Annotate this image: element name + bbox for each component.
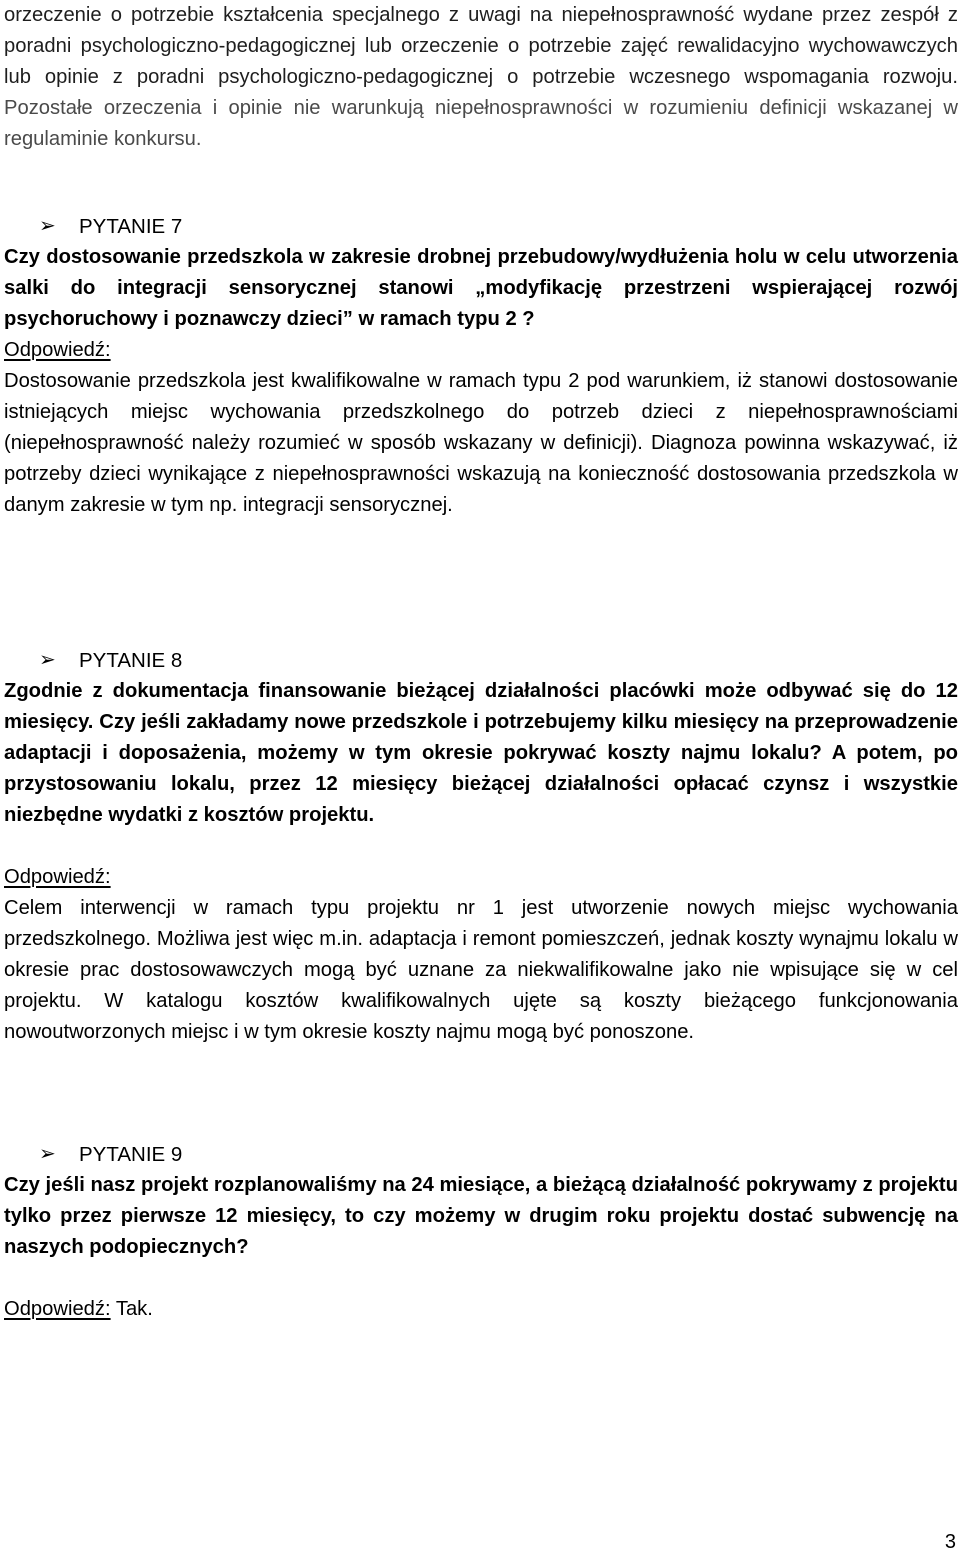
question-8-section xyxy=(4,645,958,1048)
question-7-heading-label: PYTANIE 7 xyxy=(79,215,183,238)
question-7-text: Czy dostosowanie przedszkola w zakresie drobnej przebudowy/wydłużenia holu w celu utworzenia salki do integracji sensorycznej stanowi „modyfikację przestrzeni wspierającej rozwój psychoruchowy i poznawczy dzieci” w ramach typu 2 ? xyxy=(4,246,958,330)
question-9-section xyxy=(4,1139,958,1325)
answer-8-label: Odpowiedź: xyxy=(4,866,111,888)
intro-paragraph xyxy=(4,0,958,155)
answer-7-label-line xyxy=(4,335,958,366)
answer-9-text: Tak. xyxy=(110,1298,153,1320)
question-9-heading xyxy=(4,1139,958,1170)
answer-9-label: Odpowiedź: xyxy=(4,1298,111,1320)
question-8-heading-label: PYTANIE 8 xyxy=(79,649,183,672)
question-9-text: Czy jeśli nasz projekt rozplanowaliśmy na 24 miesiące, a bieżącą działalność pokrywamy z projektu tylko przez pierwsze 12 miesięcy, to czy możemy w drugim roku projektu dostać subwencję na naszych podopiecznych? xyxy=(4,1174,958,1258)
arrowhead-bullet-icon: ➢ xyxy=(39,215,56,237)
question-8-heading xyxy=(4,645,958,676)
answer-7-text: Dostosowanie przedszkola jest kwalifikowalne w ramach typu 2 pod warunkiem, iż stanowi dostosowanie istniejących miejsc wychowania przedszkolnego do potrzeb dzieci z niepełnosprawnościami (niepełnosprawność należy rozumieć w sposób wskazany w definicji). Diagnoza powinna wskazywać, iż potrzeby dzieci wynikające z niepełnosprawności wskazują na konieczność dostosowania przedszkola w danym zakresie w tym np. integracji sensorycznej. xyxy=(4,370,958,516)
question-7-section xyxy=(4,211,958,521)
arrowhead-bullet-icon: ➢ xyxy=(39,1143,56,1165)
question-7-heading xyxy=(4,211,958,242)
intro-text-b: Pozostałe orzeczenia i opinie nie warunkują niepełnosprawności w rozumieniu definicji wskazanej w regulaminie konkursu. xyxy=(4,97,958,150)
answer-9-line xyxy=(4,1294,958,1325)
question-9-heading-label: PYTANIE 9 xyxy=(79,1143,183,1166)
intro-text-a: orzeczenie o potrzebie kształcenia specjalnego z uwagi na niepełnosprawność wydane przez zespół z poradni psychologiczno-pedagogicznej lub orzeczenie o potrzebie zajęć rewalidacyjno wychowawczych lub opinie z poradni psychologiczno-pedagogicznej o potrzebie wczesnego wspomagania rozwoju. xyxy=(4,4,958,88)
answer-8-text: Celem interwencji w ramach typu projektu nr 1 jest utworzenie nowych miejsc wychowania przedszkolnego. Możliwa jest więc m.in. adaptacja i remont pomieszczeń, jednak koszty wynajmu lokalu w okresie prac dostosowawczych mogą być uznane za niekwalifikowalne jako nie wpisujące się w cel projektu. W katalogu kosztów kwalifikowalnych ujęte są koszty bieżącego funkcjonowania nowoutworzonych miejsc i w tym okresie koszty najmu mogą być ponoszone. xyxy=(4,897,958,1043)
page-number: 3 xyxy=(944,1531,956,1553)
answer-8-label-line xyxy=(4,862,958,893)
arrowhead-bullet-icon: ➢ xyxy=(39,649,56,671)
answer-7-label: Odpowiedź: xyxy=(4,339,111,361)
question-8-text: Zgodnie z dokumentacja finansowanie bieżącej działalności placówki może odbywać się do 12 miesięcy. Czy jeśli zakładamy nowe przedszkole i potrzebujemy kilku miesięcy na przeprowadzenie adaptacji i doposażenia, możemy w tym okresie pokrywać koszty najmu lokalu? A potem, po przystosowaniu lokalu, przez 12 miesięcy bieżącej działalności opłacać czynsz i wszystkie niezbędne wydatki z kosztów projektu. xyxy=(4,680,958,826)
